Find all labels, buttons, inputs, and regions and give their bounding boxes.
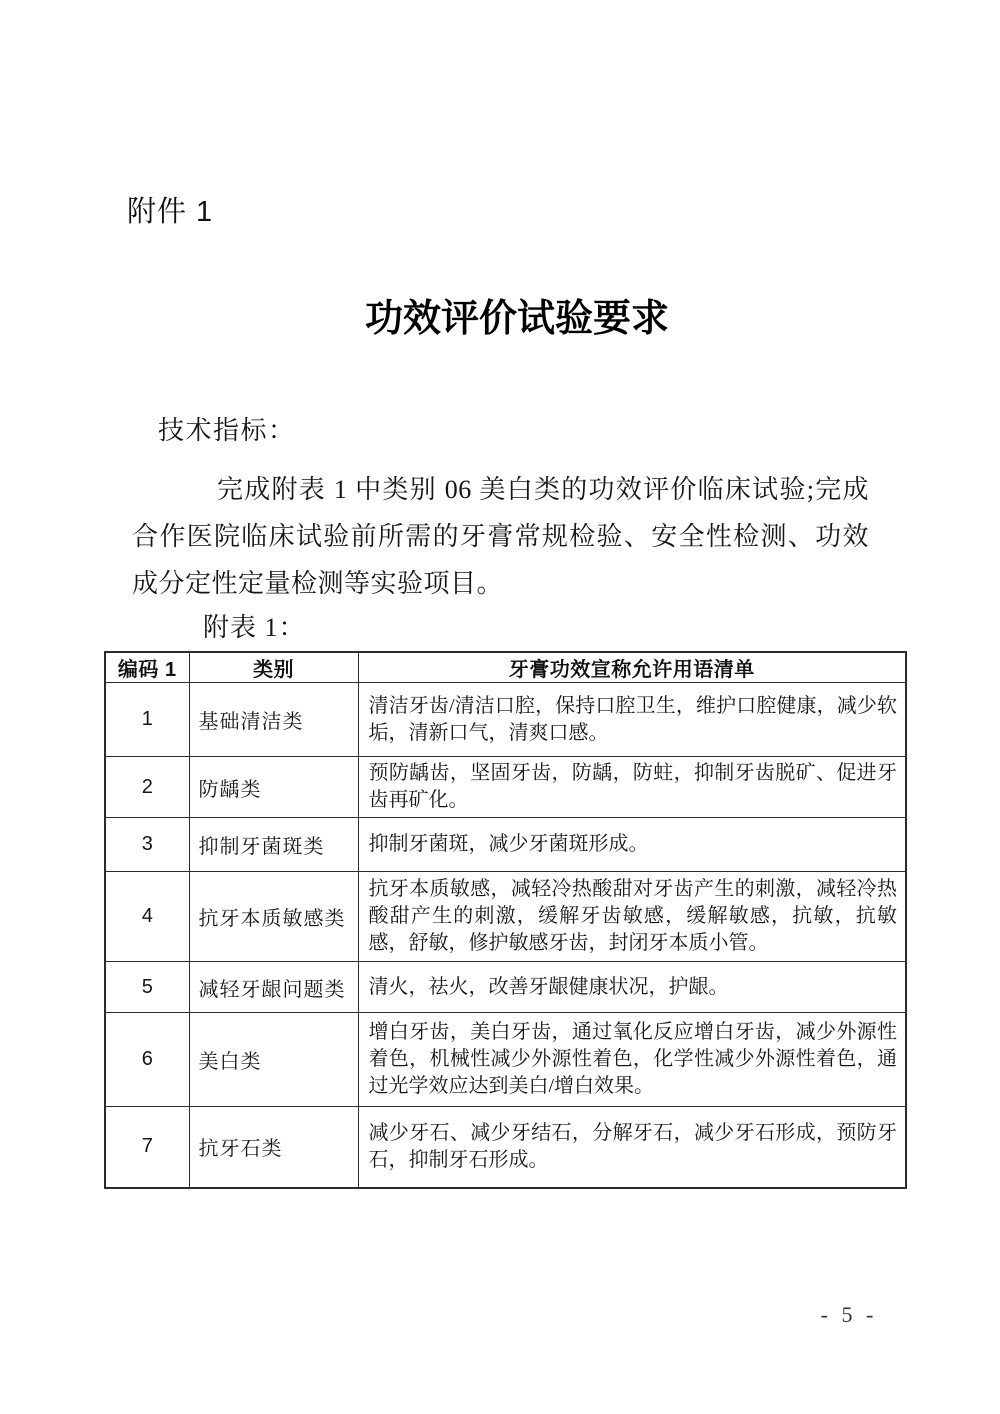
paragraph-line: 成分定性定量检测等实验项目。 [132, 569, 504, 598]
table-row [105, 1013, 906, 1107]
claims-cell: 减少牙石、减少牙结石，分解牙石，减少牙石形成，预防牙石，抑制牙石形成。 [358, 1107, 906, 1188]
table-row [105, 818, 906, 872]
claims-cell: 清火，祛火，改善牙龈健康状况，护龈。 [358, 962, 906, 1013]
claims-cell: 抗牙本质敏感，减轻冷热酸甜对牙齿产生的刺激，减轻冷热酸甜产生的刺激，缓解牙齿敏感，缓解敏感，抗敏，抗敏感，舒敏，修护敏感牙齿，封闭牙本质小管。 [358, 872, 906, 962]
code-cell: 2 [105, 757, 189, 818]
page-number: - 5 - [820, 1302, 876, 1327]
paragraph-line: 合作医院临床试验前所需的牙膏常规检验、安全性检测、功效 [132, 522, 869, 551]
table-caption: 附表 1： [203, 613, 306, 642]
code-cell: 3 [105, 818, 189, 872]
category-cell: 减轻牙龈问题类 [189, 962, 358, 1013]
category-cell: 基础清洁类 [189, 683, 358, 757]
code-cell: 7 [105, 1107, 189, 1188]
claims-cell: 抑制牙菌斑，减少牙菌斑形成。 [358, 818, 906, 872]
header-cell-code: 编码 1 [105, 652, 189, 683]
claims-cell: 增白牙齿，美白牙齿，通过氧化反应增白牙齿，减少外源性着色，机械性减少外源性着色，化学性减少外源性着色，通过光学效应达到美白/增白效果。 [358, 1013, 906, 1107]
table-row [105, 683, 906, 757]
attachment-label: 附件 1 [127, 196, 214, 228]
code-cell: 6 [105, 1013, 189, 1107]
table-row [105, 962, 906, 1013]
header-cell-category: 类别 [189, 652, 358, 683]
category-cell: 抗牙石类 [189, 1107, 358, 1188]
category-cell: 防龋类 [189, 757, 358, 818]
table-row [105, 1107, 906, 1188]
category-cell: 美白类 [189, 1013, 358, 1107]
table-row [105, 757, 906, 818]
claims-cell: 清洁牙齿/清洁口腔，保持口腔卫生，维护口腔健康，减少软垢，清新口气，清爽口感。 [358, 683, 906, 757]
code-cell: 1 [105, 683, 189, 757]
document-title: 功效评价试验要求 [364, 298, 669, 340]
code-cell: 4 [105, 872, 189, 962]
category-cell: 抑制牙菌斑类 [189, 818, 358, 872]
body-paragraph [132, 466, 869, 607]
header-cell-claims: 牙膏功效宣称允许用语清单 [358, 652, 906, 683]
claims-table [104, 651, 907, 1189]
table-row [105, 872, 906, 962]
section-heading: 技术指标： [158, 416, 296, 445]
table-header-row [105, 652, 906, 683]
code-cell: 5 [105, 962, 189, 1013]
paragraph-line: 完成附表 1 中类别 06 美白类的功效评价临床试验;完成 [217, 475, 869, 504]
category-cell: 抗牙本质敏感类 [189, 872, 358, 962]
claims-cell: 预防龋齿，坚固牙齿，防龋，防蛀，抑制牙齿脱矿、促进牙齿再矿化。 [358, 757, 906, 818]
